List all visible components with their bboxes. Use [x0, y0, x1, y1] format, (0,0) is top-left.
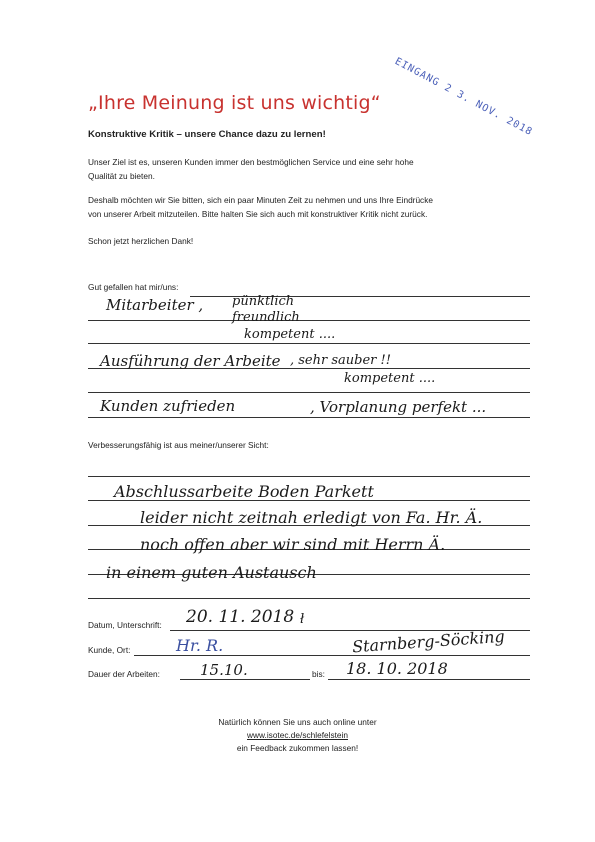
duration-to-value: 18. 10. 2018: [346, 659, 448, 678]
received-stamp: EINGANG 2 3. NOV. 2018: [392, 56, 535, 139]
feedback-link[interactable]: www.isotec.de/schlefelstein: [247, 730, 348, 740]
handwritten-entry: Abschlussarbeite Boden Parkett: [114, 482, 374, 501]
positive-line-4: [88, 392, 530, 393]
duration-from-value: 15.10.: [200, 661, 248, 679]
handwritten-entry: kompetent ....: [344, 371, 436, 386]
signature-mark: ł: [300, 612, 305, 627]
page-title: „Ihre Meinung ist uns wichtig“: [88, 92, 381, 114]
positive-line-5: [88, 417, 530, 418]
thanks-text: Schon jetzt herzlichen Dank!: [88, 236, 194, 246]
handwritten-entry: noch offen aber wir sind mit Herrn Ä.: [140, 535, 446, 554]
intro-line: Unser Ziel ist es, unseren Kunden immer den bestmöglichen Service und eine sehr hohe: [88, 157, 414, 167]
handwritten-entry: pünktlich: [232, 294, 295, 309]
intro-line: Qualität zu bieten.: [88, 171, 155, 181]
duration-label: Dauer der Arbeiten:: [88, 669, 160, 679]
handwritten-entry: , sehr sauber !!: [290, 353, 391, 368]
intro-paragraph-1: [88, 155, 538, 183]
improve-label: Verbesserungsfähig ist aus meiner/unserer Sicht:: [88, 440, 269, 450]
date-signature-label: Datum, Unterschrift:: [88, 620, 162, 630]
footer: [0, 716, 595, 755]
footer-line-3: ein Feedback zukommen lassen!: [236, 743, 359, 753]
intro-line: von unserer Arbeit mitzuteilen. Bitte halten Sie sich auch mit konstruktiver Kritik nicht zurück.: [88, 209, 428, 219]
handwritten-entry: Mitarbeiter ,: [106, 296, 204, 314]
positive-line-1: [88, 320, 530, 321]
handwritten-entry: kompetent ....: [244, 327, 336, 342]
positive-line-2: [88, 343, 530, 344]
handwritten-entry: , Vorplanung perfekt ...: [310, 398, 487, 416]
handwritten-entry: Ausführung der Arbeite: [100, 352, 281, 370]
date-value: 20. 11. 2018: [186, 607, 295, 627]
duration-from-line: [180, 679, 310, 680]
customer-line: [134, 655, 530, 656]
page-subtitle: Konstruktive Kritik – unsere Chance dazu zu lernen!: [88, 129, 326, 140]
handwritten-entry: freundlich: [232, 310, 300, 325]
place-value: Starnberg-Söcking: [351, 626, 506, 657]
positive-label: Gut gefallen hat mir/uns:: [88, 282, 179, 292]
duration-to-line: [328, 679, 530, 680]
improve-line-6: [88, 598, 530, 599]
handwritten-entry: leider nicht zeitnah erledigt von Fa. Hr. Ä.: [140, 508, 483, 527]
intro-paragraph-2: [88, 193, 538, 221]
handwritten-entry: Kunden zufrieden: [100, 397, 236, 415]
handwritten-entry: in einem guten Austausch: [106, 563, 317, 582]
improve-line-1: [88, 476, 530, 477]
footer-line-1: Natürlich können Sie uns auch online unter: [218, 717, 377, 727]
customer-label: Kunde, Ort:: [88, 645, 131, 655]
duration-to-label: bis:: [312, 669, 325, 679]
customer-value: Hr. R.: [176, 636, 224, 655]
intro-line: Deshalb möchten wir Sie bitten, sich ein paar Minuten Zeit zu nehmen und uns Ihre Eindrücke: [88, 195, 433, 205]
